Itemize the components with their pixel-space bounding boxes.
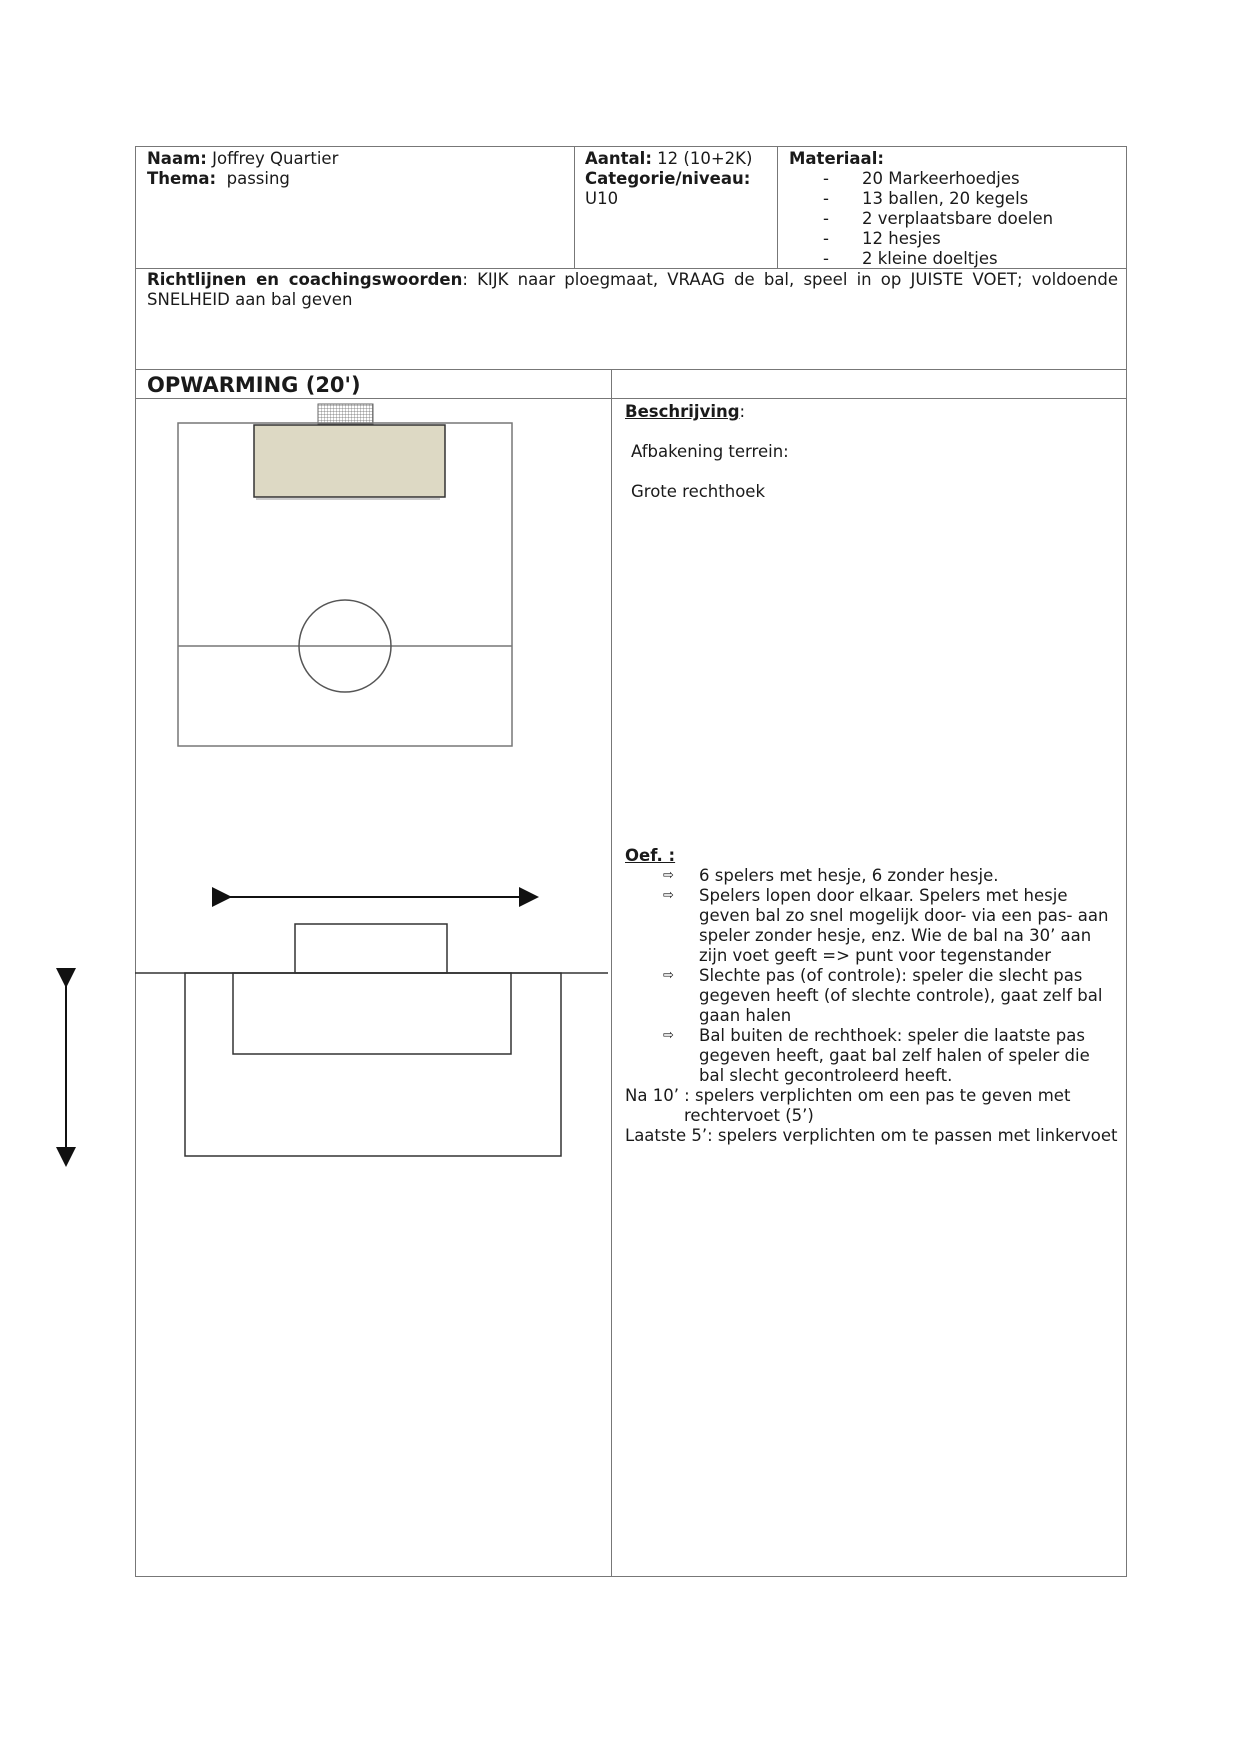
goal-area-top (295, 924, 447, 973)
materiaal-item: - 2 kleine doeltjes (823, 249, 998, 268)
aantal-value: 12 (10+2K) (651, 149, 753, 168)
oefening-label: Oef. : (625, 846, 676, 865)
thema-line (147, 169, 567, 189)
oefening-item: ⇨ Bal buiten de rechthoek: speler die laatste pas gegeven heeft, gaat bal zelf halen of speler die bal slecht gecontroleerd heeft. (663, 1026, 1090, 1085)
table-border-left (135, 146, 136, 1577)
arrow-right-icon: ⇨ (663, 888, 674, 903)
beschrijving-cell (625, 402, 1120, 502)
oefening-item: ⇨ 6 spelers met hesje, 6 zonder hesje. (663, 866, 999, 885)
oefening-item: ⇨ Slechte pas (of controle): speler die slecht pas gegeven heeft (of slechte controle), gaat zelf bal gaan halen (663, 966, 1103, 1025)
materiaal-label: Materiaal: (789, 149, 884, 168)
richtlijnen-cell (147, 270, 1118, 310)
categorie-label: Categorie/niveau: (585, 169, 751, 188)
arrow-right-icon: ⇨ (663, 968, 674, 983)
section-title: OPWARMING (20') (147, 373, 361, 397)
inner-box (233, 973, 511, 1054)
categorie-value: U10 (585, 189, 619, 208)
thema-label: Thema: (147, 169, 217, 188)
oefening-item: ⇨ Spelers lopen door elkaar. Spelers met hesje geven bal zo snel mogelijk door- via een pas- aan speler zonder hesje, enz. Wie de bal na 30’ aan zijn voet geeft => punt voor tegenstander (663, 886, 1109, 965)
thema-value: passing (216, 169, 290, 188)
dash-icon: - (823, 169, 829, 188)
beschrijving-label: Beschrijving (625, 402, 740, 421)
header-name-cell (147, 149, 567, 189)
arrow-right-icon: ⇨ (663, 868, 674, 883)
center-circle (299, 600, 391, 692)
table-border-top (135, 146, 1127, 147)
dash-icon: - (823, 209, 829, 228)
col-divider-header-2 (777, 146, 778, 268)
col-divider-body (611, 369, 612, 1577)
oefening-extra: Laatste 5’: spelers verplichten om te passen met linkervoet (625, 1126, 1118, 1145)
goal-net-icon (318, 404, 373, 424)
aantal-label: Aantal: (585, 149, 652, 168)
naam-label: Naam: (147, 149, 207, 168)
header-count-cell (585, 149, 775, 209)
beschrijving-colon: : (739, 402, 746, 421)
row-divider-3 (135, 398, 1127, 399)
table-border-bottom (135, 1576, 1127, 1577)
dash-icon: - (823, 249, 829, 268)
terrein-text: Grote rechthoek (631, 482, 765, 501)
field-outline (178, 423, 512, 746)
field-diagram-2 (66, 897, 608, 1165)
penalty-box (254, 425, 445, 497)
arrow-right-icon: ⇨ (663, 1028, 674, 1043)
naam-line (147, 149, 567, 169)
col-divider-header-1 (574, 146, 575, 268)
beschrijving-heading (625, 402, 1120, 422)
aantal-line (585, 149, 775, 169)
richtlijnen-label: Richtlijnen en coachingswoorden (147, 270, 463, 289)
row-divider-2 (135, 369, 1127, 370)
materiaal-item: - 2 verplaatsbare doelen (823, 209, 1054, 228)
oefening-extra: Na 10’ : spelers verplichten om een pas te geven met rechtervoet (5’) (625, 1086, 1071, 1125)
naam-value: Joffrey Quartier (206, 149, 339, 168)
header-material-cell (789, 149, 1119, 269)
richtlijnen-text: : KIJK naar ploegmaat, VRAAG de bal, speel in op JUISTE VOET; voldoende SNELHEID aan bal geven (147, 270, 1119, 309)
dash-icon: - (823, 229, 829, 248)
table-border-right (1126, 146, 1127, 1577)
materiaal-item: - 12 hesjes (823, 229, 941, 248)
field-diagram-1 (178, 404, 512, 746)
oefening-cell (625, 846, 1120, 1146)
afbakening-text: Afbakening terrein: (631, 442, 789, 461)
dash-icon: - (823, 189, 829, 208)
outer-box (185, 973, 561, 1156)
materiaal-item: - 13 ballen, 20 kegels (823, 189, 1029, 208)
materiaal-item: - 20 Markeerhoedjes (823, 169, 1020, 188)
